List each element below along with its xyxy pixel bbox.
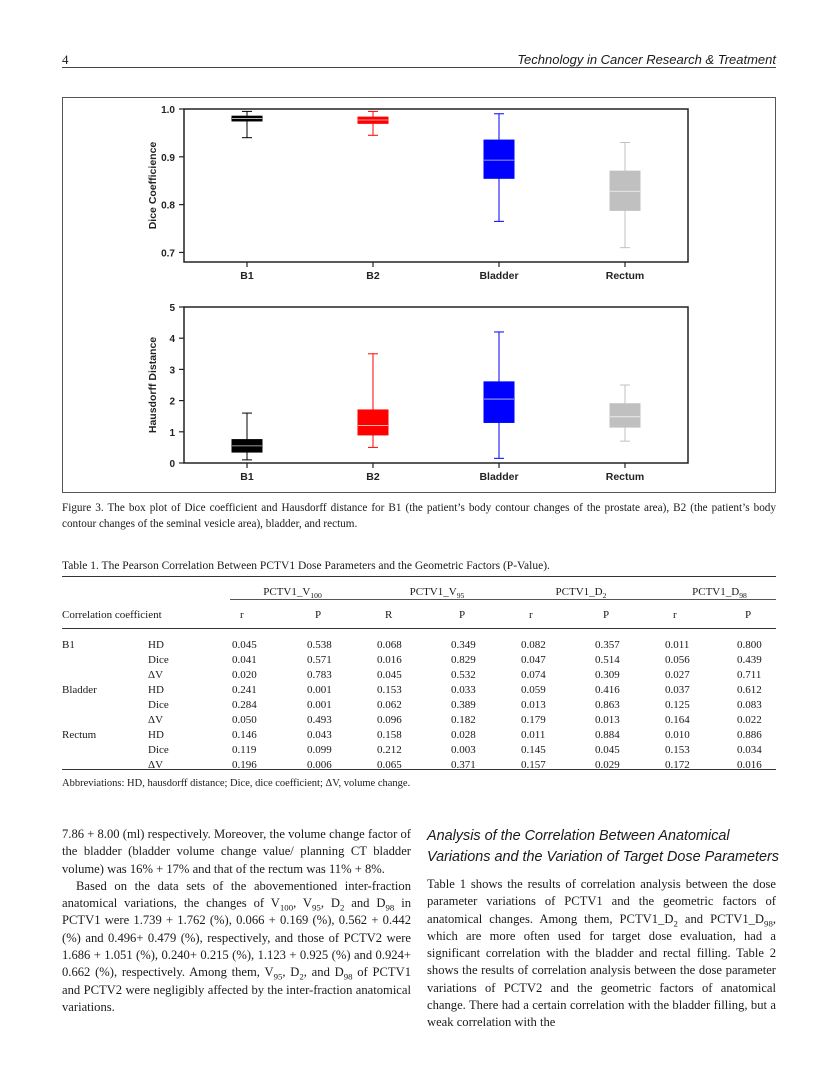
value-cell: 0.016 <box>737 759 762 771</box>
group-header: $PCTV1\_V_{100}$ <box>263 586 322 601</box>
value-cell: 0.783 <box>307 669 332 681</box>
box-plot-figure <box>62 97 776 493</box>
value-cell: 0.059 <box>521 684 546 696</box>
value-cell: 0.241 <box>232 684 257 696</box>
page-number: 4 <box>62 52 69 67</box>
table-top-rule <box>62 576 776 577</box>
y-axis-label: Dice Coefficience <box>147 141 159 230</box>
value-cell: 0.212 <box>377 744 402 756</box>
x-tick-label: B2 <box>366 471 380 483</box>
figure-caption: Figure 3. The box plot of Dice coefficient and Hausdorff distance for B1 (the patient’s body contour changes of the prostate area), B2 (the patient’s body contour changes of the seminal vesicle area), bladder, and rectum. <box>62 502 776 530</box>
value-cell: 0.612 <box>737 684 762 696</box>
y-tick-label: 1.0 <box>161 105 175 116</box>
value-cell: 0.065 <box>377 759 402 771</box>
subheader-cell: r <box>529 609 533 621</box>
header-rule <box>62 67 776 68</box>
subheader-cell: P <box>603 609 610 621</box>
table-bottom-rule <box>62 769 776 770</box>
table-row <box>62 638 776 653</box>
organ-cell: B1 <box>62 639 75 651</box>
journal-title: Technology in Cancer Research & Treatment <box>517 52 776 67</box>
value-cell: 0.045 <box>595 744 620 756</box>
table-subheader-row <box>62 602 776 628</box>
header-bottom-rule <box>62 628 776 629</box>
value-cell: 0.571 <box>307 654 332 666</box>
box-rectum <box>610 171 640 210</box>
metric-cell: Dice <box>148 654 169 666</box>
value-cell: 0.284 <box>232 699 257 711</box>
organ-cell <box>62 668 148 683</box>
value-cell: 0.056 <box>665 654 690 666</box>
value-cell: 0.028 <box>451 729 476 741</box>
y-axis-label: Hausdorff Distance <box>147 336 159 434</box>
row-header-label: Correlation coefficient <box>62 609 162 621</box>
table-row <box>62 713 776 728</box>
x-tick-label: B2 <box>366 270 380 282</box>
group-header: $PCTV1\_D_2$ <box>555 586 607 601</box>
value-cell: 0.041 <box>232 654 257 666</box>
value-cell: 0.001 <box>307 684 332 696</box>
value-cell: 0.013 <box>521 699 546 711</box>
group-rule <box>230 599 776 600</box>
organ-cell <box>62 653 148 668</box>
value-cell: 0.125 <box>665 699 690 711</box>
table-row <box>62 653 776 668</box>
metric-cell: ΔV <box>148 669 164 681</box>
group-header: $PCTV1\_V_{95}$ <box>409 586 465 601</box>
metric-cell: HD <box>148 684 164 696</box>
value-cell: 0.047 <box>521 654 546 666</box>
section-heading: Analysis of the Correlation Between Anatomical Variations and the Variation of Target Dose Parameters <box>427 828 779 865</box>
value-cell: 0.439 <box>737 654 762 666</box>
y-tick-label: 0.7 <box>161 248 175 260</box>
x-tick-label: B1 <box>240 471 254 483</box>
y-tick-label: 2 <box>169 396 175 408</box>
value-cell: 0.011 <box>665 639 690 651</box>
value-cell: 0.022 <box>737 714 762 726</box>
value-cell: 0.006 <box>307 759 332 771</box>
value-cell: 0.829 <box>451 654 476 666</box>
value-cell: 0.083 <box>737 699 762 711</box>
y-tick-label: 0.9 <box>161 152 175 164</box>
box-bladder <box>484 140 514 178</box>
body-paragraph: Based on the data sets of the abovementioned inter-fraction anatomical variations, the changes of $V_{100}$, $V_{95}$, $D_2$ and $D_{98}$ in PCTV1 were 1.739 + 1.762 (%), 0.066 + 0.169 (%), 0.562 + 0.442 (%) and 0.496+ 0.479 (%), respectively, and those of PCTV2 were 1.686 + 1.051 (%), 0.240+ 0.215 (%), 1.123 + 0.925 (%) and 0.924+ 0.662 (%), respectively. Among them, $V_{95}$, $D_2$, and $D_{98}$ of PCTV1 and PCTV2 were negligibly affected by the inter-fraction anatomical variations. <box>62 878 411 1014</box>
value-cell: 0.158 <box>377 729 402 741</box>
value-cell: 0.145 <box>521 744 546 756</box>
y-tick-label: 0.8 <box>161 200 175 212</box>
metric-cell: Dice <box>148 699 169 711</box>
value-cell: 0.082 <box>521 639 546 651</box>
box-bladder <box>484 382 514 423</box>
metric-cell: HD <box>148 729 164 741</box>
value-cell: 0.068 <box>377 639 402 651</box>
value-cell: 0.389 <box>451 699 476 711</box>
value-cell: 0.711 <box>737 669 762 681</box>
value-cell: 0.016 <box>377 654 402 666</box>
value-cell: 0.003 <box>451 744 476 756</box>
value-cell: 0.013 <box>595 714 620 726</box>
value-cell: 0.182 <box>451 714 476 726</box>
y-tick-label: 0 <box>169 459 175 470</box>
value-cell: 0.538 <box>307 639 332 651</box>
value-cell: 0.371 <box>451 759 476 771</box>
organ-cell <box>62 698 148 713</box>
value-cell: 0.514 <box>595 654 620 666</box>
value-cell: 0.034 <box>737 744 762 756</box>
subheader-cell: r <box>240 609 244 621</box>
subheader-cell: P <box>459 609 466 621</box>
y-tick-label: 1 <box>169 427 175 439</box>
value-cell: 0.011 <box>521 729 546 741</box>
value-cell: 0.119 <box>232 744 257 756</box>
metric-cell: ΔV <box>148 759 164 771</box>
subheader-cell: R <box>385 609 393 621</box>
value-cell: 0.010 <box>665 729 690 741</box>
metric-cell: Dice <box>148 744 169 756</box>
value-cell: 0.416 <box>595 684 620 696</box>
value-cell: 0.096 <box>377 714 402 726</box>
table-abbreviations: Abbreviations: HD, hausdorff distance; Dice, dice coefficient; ΔV, volume change. <box>62 778 411 789</box>
organ-cell <box>62 758 148 773</box>
table-row <box>62 698 776 713</box>
value-cell: 0.172 <box>665 759 690 771</box>
value-cell: 0.179 <box>521 714 546 726</box>
value-cell: 0.029 <box>595 759 620 771</box>
subheader-cell: P <box>745 609 752 621</box>
x-tick-label: Rectum <box>605 471 645 483</box>
metric-cell: HD <box>148 639 164 651</box>
table-body <box>62 638 776 773</box>
value-cell: 0.153 <box>377 684 402 696</box>
value-cell: 0.157 <box>521 759 546 771</box>
value-cell: 0.532 <box>451 669 476 681</box>
organ-cell: Rectum <box>62 729 97 741</box>
value-cell: 0.196 <box>232 759 257 771</box>
table-row <box>62 728 776 743</box>
group-header: $PCTV1\_D_{98}$ <box>692 586 747 601</box>
value-cell: 0.309 <box>595 669 620 681</box>
value-cell: 0.349 <box>451 639 476 651</box>
value-cell: 0.001 <box>307 699 332 711</box>
x-tick-label: Bladder <box>479 471 519 483</box>
box-b2 <box>358 410 388 435</box>
body-paragraph: 7.86 + 8.00 (ml) respectively. Moreover, the volume change factor of the bladder (bladder volume change value/ planning CT bladder volume) was 16% + 17% and that of the rectum was 11% + 8%. <box>62 827 411 876</box>
value-cell: 0.153 <box>665 744 690 756</box>
y-tick-label: 4 <box>169 334 175 346</box>
right-column <box>427 876 776 1032</box>
correlation-table <box>62 582 776 773</box>
subheader-cell: r <box>673 609 677 621</box>
x-tick-label: B1 <box>240 270 254 282</box>
organ-cell <box>62 713 148 728</box>
subheader-cell: P <box>315 609 322 621</box>
body-paragraph: Table 1 shows the results of correlation analysis between the dose parameter variations of PCTV1 and the geometric factors of anatomical changes. Among them, $PCTV1\_D_2$ and $PCTV1\_D_{98}$, which are more often used for target dose evaluation, had a significant correlation with the bladder and rectal filling. Table 2 shows the results of correlation analysis between the dose parameter variations of PCTV2 and the geometric factors of anatomical change. There had a certain correlation with the bladder filling, but a weak correlation with the <box>427 877 776 1030</box>
value-cell: 0.863 <box>595 699 620 711</box>
x-tick-label: Rectum <box>605 270 645 282</box>
value-cell: 0.020 <box>232 669 257 681</box>
organ-cell: Bladder <box>62 684 97 696</box>
value-cell: 0.045 <box>232 639 257 651</box>
value-cell: 0.043 <box>307 729 332 741</box>
organ-cell <box>62 743 148 758</box>
y-tick-label: 5 <box>169 303 175 314</box>
value-cell: 0.099 <box>307 744 332 756</box>
value-cell: 0.886 <box>737 729 762 741</box>
value-cell: 0.800 <box>737 639 762 651</box>
table-title: Table 1. The Pearson Correlation Between PCTV1 Dose Parameters and the Geometric Factors (P-Value). <box>62 560 550 572</box>
value-cell: 0.037 <box>665 684 690 696</box>
value-cell: 0.045 <box>377 669 402 681</box>
box-rectum <box>610 404 640 427</box>
table-row <box>62 683 776 698</box>
value-cell: 0.062 <box>377 699 402 711</box>
value-cell: 0.164 <box>665 714 690 726</box>
metric-cell: ΔV <box>148 714 164 726</box>
left-column <box>62 826 411 1016</box>
x-tick-label: Bladder <box>479 270 519 282</box>
value-cell: 0.493 <box>307 714 332 726</box>
value-cell: 0.884 <box>595 729 620 741</box>
table-row <box>62 743 776 758</box>
table-row <box>62 758 776 773</box>
value-cell: 0.033 <box>451 684 476 696</box>
value-cell: 0.357 <box>595 639 620 651</box>
value-cell: 0.146 <box>232 729 257 741</box>
value-cell: 0.027 <box>665 669 690 681</box>
value-cell: 0.074 <box>521 669 546 681</box>
y-tick-label: 3 <box>169 365 175 377</box>
table-row <box>62 668 776 683</box>
value-cell: 0.050 <box>232 714 257 726</box>
